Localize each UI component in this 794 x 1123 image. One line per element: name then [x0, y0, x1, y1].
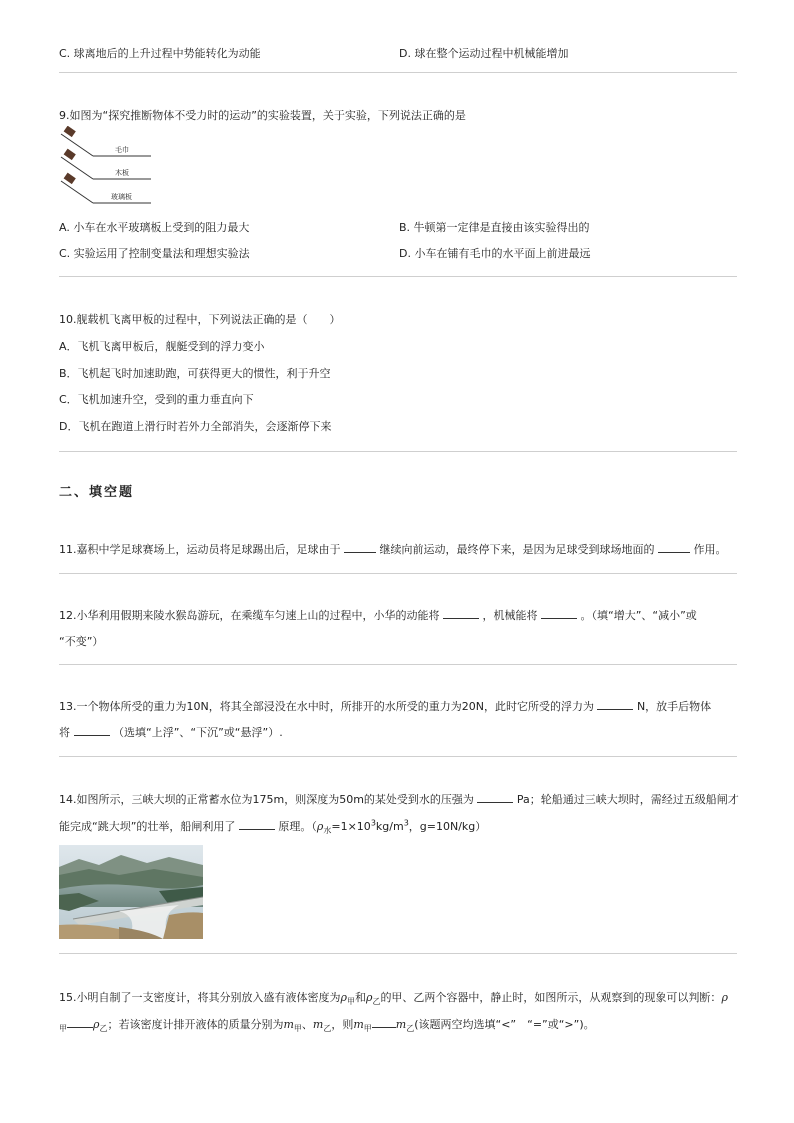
divider — [59, 664, 737, 665]
answer-blank[interactable] — [344, 542, 376, 553]
q15-mass-text: ；若该密度计排开液体的质量分别为 — [107, 1018, 284, 1031]
unit: kg/m — [375, 820, 404, 833]
then-text: ，则 — [331, 1018, 354, 1031]
q9-option-b: B. 牛顿第一定律是直接由该实验得出的 — [399, 221, 590, 234]
q14-line2-b: 原理。（ — [278, 820, 317, 833]
q11-part2: 继续向前运动，最终停下来，是因为足球受到球场地面的 — [379, 543, 655, 556]
q10-stem: 10.舰载机飞离甲板的过程中，下列说法正确的是（ ） — [59, 313, 341, 326]
gravity-note: ，g=10N/kg） — [408, 820, 487, 833]
q13-part2: N，放手后物体 — [636, 700, 712, 713]
divider — [59, 451, 737, 452]
answer-blank[interactable] — [239, 819, 275, 830]
ramp-diagram — [59, 126, 159, 208]
answer-blank[interactable] — [597, 699, 633, 710]
answer-blank[interactable] — [74, 725, 110, 736]
mass-symbol: m — [395, 1018, 407, 1031]
rho-symbol: ρ — [365, 991, 373, 1004]
q11-part3: 作用。 — [693, 543, 727, 556]
q15-line1 — [59, 989, 728, 1007]
subscript-yi: 乙 — [323, 1024, 332, 1034]
q12-part2: ，机械能将 — [482, 609, 538, 622]
q9-option-c: C. 实验运用了控制变量法和理想实验法 — [59, 247, 250, 260]
conjunction: 和 — [354, 991, 366, 1004]
q15-part2: 的甲、乙两个容器中，静止时，如图所示，从观察到的现象可以判断： — [380, 991, 722, 1004]
subscript-jia: 甲 — [59, 1024, 67, 1034]
q10-option-d: D．飞机在跑道上滑行时若外力全部消失，会逐渐停下来 — [59, 420, 332, 433]
rho-symbol: ρ — [721, 991, 728, 1004]
mass-symbol: m — [353, 1018, 364, 1031]
label-board: 木板 — [115, 169, 129, 177]
subscript-yi: 乙 — [372, 997, 381, 1007]
q9-stem: 9.如图为“探究推断物体不受力时的运动”的实验装置，关于实验，下列说法正确的是 — [59, 109, 466, 122]
answer-blank[interactable] — [658, 542, 690, 553]
answer-blank[interactable] — [67, 1017, 93, 1028]
unit-exponent: 3 — [403, 818, 409, 828]
subscript-jia: 甲 — [293, 1024, 302, 1034]
equation: =1×10 — [331, 820, 371, 833]
q10-option-a: A．飞机飞离甲板后，舰艇受到的浮力变小 — [59, 340, 265, 353]
q12-line2: “不变”） — [59, 635, 104, 648]
subscript-yi: 乙 — [99, 1024, 108, 1034]
rho-symbol: ρ — [316, 820, 324, 833]
q15-line2 — [59, 1016, 595, 1034]
answer-blank[interactable] — [541, 608, 577, 619]
q9-option-d: D. 小车在铺有毛巾的水平面上前进最远 — [399, 247, 591, 260]
q8-option-d: D. 球在整个运动过程中机械能增加 — [399, 47, 569, 60]
divider — [59, 276, 737, 277]
q9-figure — [59, 126, 159, 208]
q12-part3: 。（填“增大”、“减小”或 — [580, 609, 697, 622]
q14-line2-a: 能完成“跳大坝”的壮举，船闸利用了 — [59, 820, 236, 833]
q13-line2-a: 将 — [59, 726, 70, 739]
rho-symbol: ρ — [93, 1018, 100, 1031]
q14-part1: 14.如图所示，三峡大坝的正常蓄水位为175m，则深度为50m的某处受到水的压强为 — [59, 793, 474, 806]
answer-blank[interactable] — [372, 1017, 396, 1028]
rho-symbol: ρ — [340, 991, 347, 1004]
label-glass: 玻璃板 — [111, 193, 132, 201]
q13-line2 — [59, 724, 283, 740]
divider — [59, 953, 737, 954]
subscript-yi: 乙 — [406, 1024, 415, 1034]
q10-option-b: B．飞机起飞时加速助跑，可获得更大的惯性，利于升空 — [59, 367, 331, 380]
q13-line2-b: （选填“上浮”、“下沉”或“悬浮”）. — [113, 726, 283, 739]
q9-option-a: A. 小车在水平玻璃板上受到的阻力最大 — [59, 221, 250, 234]
q15-part1: 15.小明自制了一支密度计，将其分别放入盛有液体密度为 — [59, 991, 341, 1004]
q12-line1 — [59, 607, 697, 623]
q10-option-c: C．飞机加速升空，受到的重力垂直向下 — [59, 393, 254, 406]
divider — [59, 756, 737, 757]
q11-text — [59, 541, 727, 557]
q14-part2: Pa；轮船通过三峡大坝时，需经过五级船闸才 — [516, 793, 739, 806]
three-gorges-dam-photo — [59, 845, 203, 939]
answer-blank[interactable] — [443, 608, 479, 619]
mass-symbol: m — [283, 1018, 294, 1031]
exponent: 3 — [370, 818, 376, 828]
rho-subscript: 水 — [323, 826, 332, 836]
divider — [59, 573, 737, 574]
q12-part1: 12.小华利用假期来陵水猴岛游玩，在乘缆车匀速上山的过程中，小华的动能将 — [59, 609, 440, 622]
mass-symbol: m — [312, 1018, 324, 1031]
subscript-jia: 甲 — [346, 997, 355, 1007]
section-title: 二、填空题 — [59, 485, 135, 500]
label-towel: 毛巾 — [115, 146, 129, 154]
q14-line1 — [59, 791, 739, 807]
q11-part1: 11.嘉积中学足球赛场上，运动员将足球踢出后，足球由于 — [59, 543, 341, 556]
q15-end: (该题两空均选填“<” “=”或“>”)。 — [414, 1018, 595, 1031]
q13-part1: 13.一个物体所受的重力为10N，将其全部浸没在水中时，所排开的水所受的重力为20N，此时它所受的浮力为 — [59, 700, 594, 713]
subscript-jia: 甲 — [363, 1024, 372, 1034]
q8-option-c: C. 球离地后的上升过程中势能转化为动能 — [59, 47, 261, 60]
divider — [59, 72, 737, 73]
q14-line2 — [59, 818, 486, 836]
answer-blank[interactable] — [477, 792, 513, 803]
q13-line1 — [59, 698, 711, 714]
separator: 、 — [301, 1018, 313, 1031]
